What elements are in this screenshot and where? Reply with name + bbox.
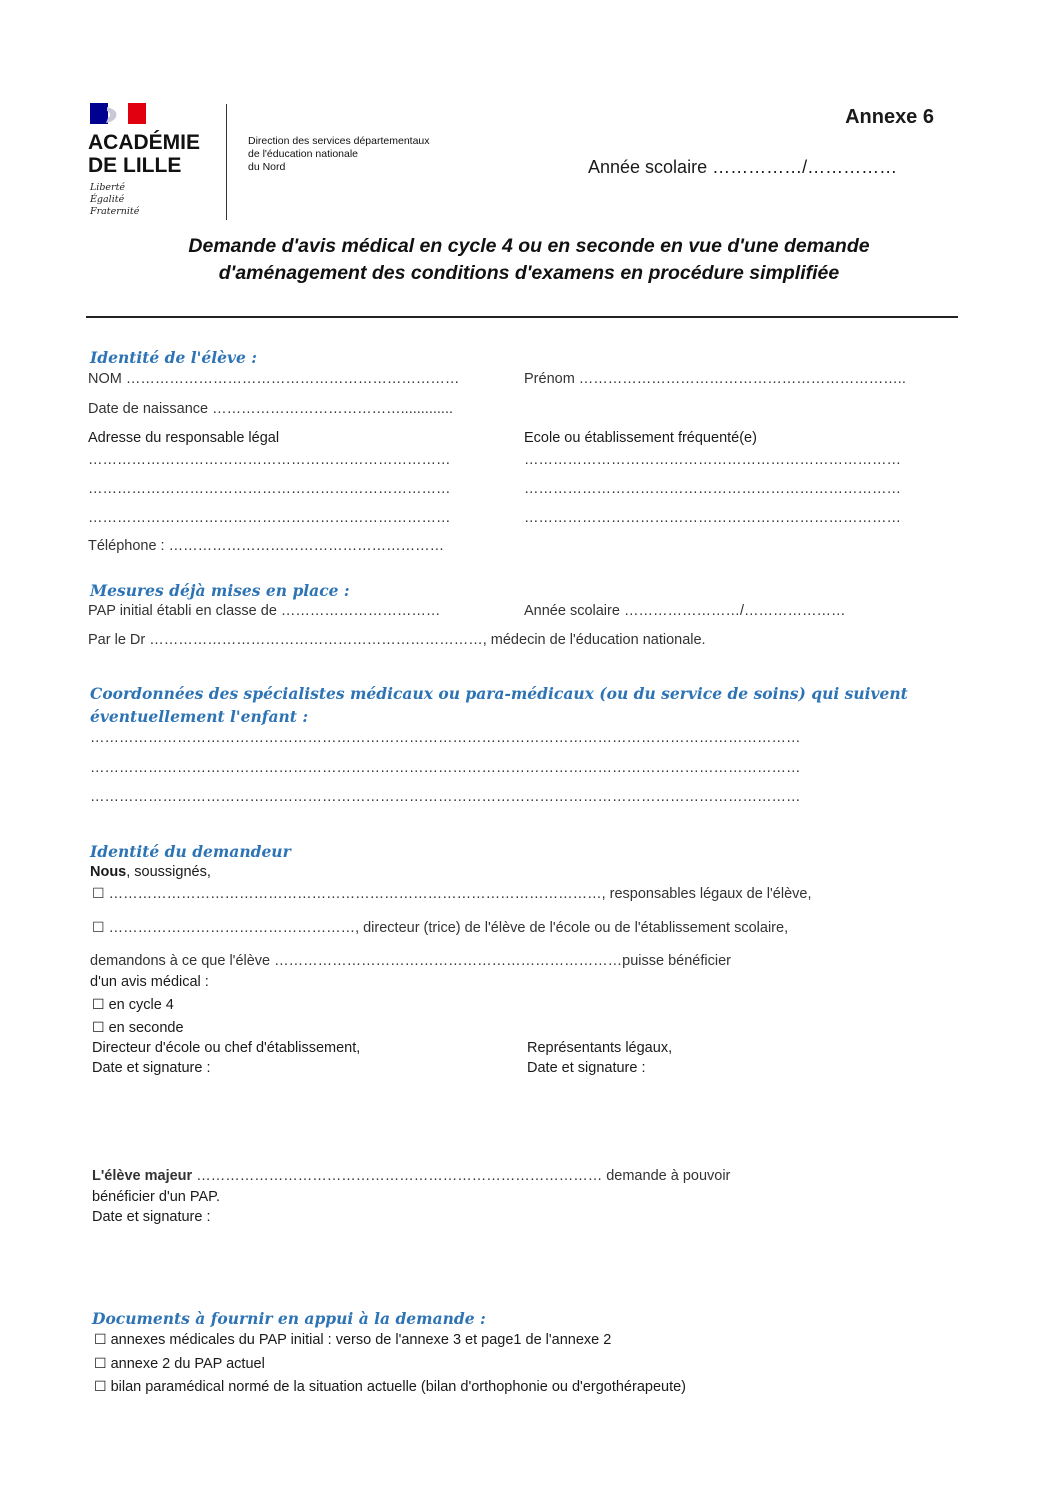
document-item[interactable] [94,1356,265,1372]
representants-label: Représentants légaux, [527,1040,673,1056]
marianne-flag-icon [90,103,146,124]
pap-annee-field[interactable]: Année scolaire ……………………/………………… [524,603,846,619]
pap-initial-field[interactable]: PAP initial établi en classe de …………………………… [88,603,441,619]
document-item[interactable] [94,1332,611,1348]
coordonnees-line-2[interactable]: ………………………………………………………………………………………………………………………………… [90,760,801,776]
ecole-line-1[interactable]: …………………………………………………………………… [524,452,901,468]
seconde-checkbox[interactable]: ☐ [92,1020,105,1036]
ecole-line-2[interactable]: …………………………………………………………………… [524,481,901,497]
title-rule [86,316,958,318]
telephone-field[interactable]: Téléphone : ………………………………………………… [88,538,445,554]
section-heading-mesures: Mesures déjà mises en place : [90,581,350,600]
section-heading-demandeur: Identité du demandeur [90,842,291,861]
eleve-majeur-date-signature[interactable]: Date et signature : [92,1209,211,1225]
dsden-line2: de l'éducation nationale [248,148,359,160]
motto-egalite: Égalité [90,194,125,205]
directeur-field[interactable]: ……………………………………………, directeur (trice) de l'élève de l'école ou de l'établissement scolaire, [108,920,789,936]
annexe-label: Annexe 6 [845,106,934,128]
motto-liberte: Liberté [90,182,126,193]
prenom-field[interactable]: Prénom ………………………………………………………….. [524,371,906,387]
ecole-label: Ecole ou établissement fréquenté(e) [524,430,757,446]
responsables-row [92,886,954,902]
document-item-label: bilan paramédical normé de la situation actuelle (bilan d'orthophonie ou d'ergothérapeute) [110,1379,687,1395]
ecole-line-3[interactable]: …………………………………………………………………… [524,510,901,526]
document-checkbox[interactable]: ☐ [94,1356,107,1372]
responsables-field[interactable]: …………………………………………………………………………………………, responsables légaux de l'élève, [108,886,812,902]
eleve-majeur-bold: L'élève majeur [92,1168,193,1184]
soussignes-text: , soussignés, [126,864,211,880]
representants-date-signature[interactable]: Date et signature : [527,1060,646,1076]
directeur-checkbox[interactable]: ☐ [92,920,105,936]
document-title-line1: Demande d'avis médical en cycle 4 ou en seconde en vue d'une demande [188,235,870,257]
nous-bold: Nous [90,864,127,880]
academie-name-line1: ACADÉMIE [88,131,201,154]
section-heading-coordonnees-2: éventuellement l'enfant : [90,707,309,726]
annee-scolaire-header: Année scolaire ……………/…………… [588,157,898,177]
document-checkbox[interactable]: ☐ [94,1332,107,1348]
responsables-checkbox[interactable]: ☐ [92,886,105,902]
adresse-line-2[interactable]: ………………………………………………………………… [88,481,451,497]
dsden-line3: du Nord [248,161,286,173]
adresse-line-1[interactable]: ………………………………………………………………… [88,452,451,468]
nous-soussignes [90,864,211,880]
section-heading-documents: Documents à fournir en appui à la demande : [92,1309,486,1328]
document-title-line2: d'aménagement des conditions d'examens en procédure simplifiée [218,262,840,284]
date-naissance-field[interactable]: Date de naissance …………………………………............. [88,401,454,417]
demandons-field[interactable]: demandons à ce que l'élève ………………………………………………………………puisse bénéficier [90,953,731,969]
motto-fraternite: Fraternité [90,206,140,217]
document-item[interactable] [94,1379,686,1395]
document-item-label: annexes médicales du PAP initial : verso de l'annexe 3 et page1 de l'annexe 2 [110,1332,612,1348]
eleve-majeur-rest: ………………………………………………………………………… demande à pouvoir [192,1168,731,1184]
directeur-row [92,920,954,936]
document-checkbox[interactable]: ☐ [94,1379,107,1395]
eleve-majeur-field[interactable] [92,1168,918,1184]
adresse-label: Adresse du responsable légal [88,430,280,446]
coordonnees-line-3[interactable]: ………………………………………………………………………………………………………………………………… [90,789,801,805]
coordonnees-line-1[interactable]: ………………………………………………………………………………………………………………………………… [90,730,801,746]
cycle4-label: en cycle 4 [108,997,174,1013]
academie-name-line2: DE LILLE [88,154,182,177]
document-item-label: annexe 2 du PAP actuel [110,1356,265,1372]
adresse-line-3[interactable]: ………………………………………………………………… [88,510,451,526]
nom-field[interactable]: NOM …………………………………………………………… [88,371,460,387]
cycle4-option[interactable] [92,997,174,1013]
medecin-field[interactable]: Par le Dr ……………………………………………………………, médecin de l'éducation nationale. [88,632,706,648]
avis-medical-label: d'un avis médical : [90,974,209,990]
logo-divider [226,104,227,220]
section-heading-coordonnees-1: Coordonnées des spécialistes médicaux ou para-médicaux (ou du service de soins) qui suivent [90,684,908,703]
directeur-signature-label: Directeur d'école ou chef d'établissement, [92,1040,361,1056]
dsden-line1: Direction des services départementaux [248,135,430,147]
eleve-majeur-pap: bénéficier d'un PAP. [92,1189,220,1205]
seconde-label: en seconde [108,1020,184,1036]
seconde-option[interactable] [92,1020,184,1036]
section-heading-identite-eleve: Identité de l'élève : [90,348,258,367]
directeur-date-signature[interactable]: Date et signature : [92,1060,211,1076]
cycle4-checkbox[interactable]: ☐ [92,997,105,1013]
